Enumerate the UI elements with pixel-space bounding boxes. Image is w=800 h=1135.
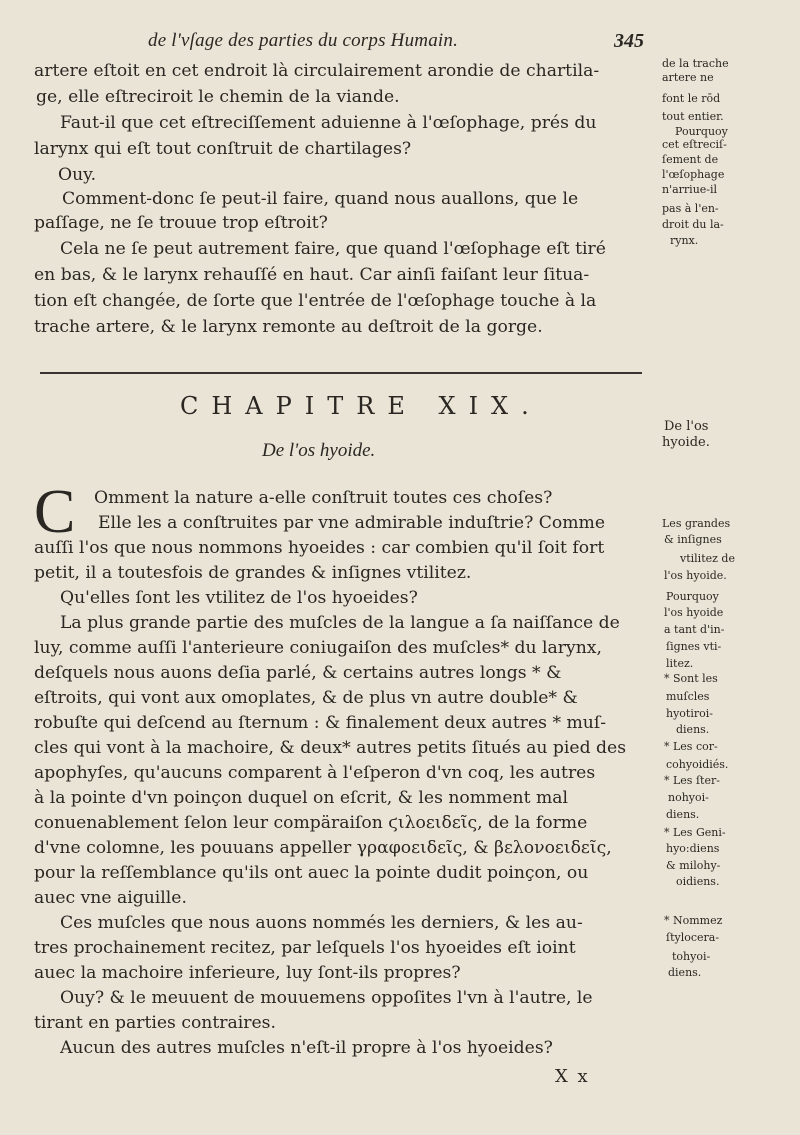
text-line: Cela ne ſe peut autrement faire, que quand l'œſophage eſt tiré	[60, 239, 606, 259]
text-line: larynx qui eſt tout conſtruit de chartilages?	[34, 139, 412, 159]
text-line: paſſage, ne ſe trouue trop eſtroit?	[34, 213, 328, 233]
text-line: apophyſes, qu'aucuns comparent à l'eſperon d'vn coq, les autres	[34, 763, 596, 783]
margin-note: rynx.	[670, 234, 699, 247]
text-line: tion eſt changée, de ſorte que l'entrée de l'œſophage touche à la	[34, 291, 597, 311]
margin-note: pas à l'en-	[662, 202, 719, 215]
margin-note: Les grandes	[662, 517, 731, 530]
margin-note: * Les ſter-	[664, 774, 720, 787]
text-line: artere eſtoit en cet endroit là circulairement arondie de chartila-	[34, 61, 600, 81]
margin-note: * Les Geni-	[664, 826, 726, 839]
text-line: Aucun des autres muſcles n'eſt-il propre à l'os hyoeides?	[60, 1038, 553, 1058]
text-line: Comment-donc ſe peut-il faire, quand nous auallons, que le	[62, 189, 579, 209]
margin-note: hyoide.	[662, 435, 710, 450]
margin-note: vtilitez de	[680, 552, 735, 565]
margin-note: hyo:diens	[666, 842, 720, 855]
text-line: en bas, & le larynx rehauſſé en haut. Car ainſi faiſant leur ſitua-	[34, 265, 590, 285]
margin-note: cet eſtreciſ-	[662, 138, 727, 151]
margin-note: ſement de	[662, 153, 719, 166]
margin-note: & inſignes	[664, 533, 722, 546]
chapter-subtitle: De l'os hyoide.	[262, 440, 376, 461]
text-line: eſtroits, qui vont aux omoplates, & de plus vn autre double* &	[34, 688, 578, 708]
margin-note: ſtylocera-	[666, 931, 720, 944]
margin-note: nohyoi-	[668, 791, 709, 804]
text-line: ge, elle eſtreciroit le chemin de la viande.	[36, 87, 400, 107]
margin-note: l'œſophage	[662, 168, 725, 181]
text-line: pour la reſſemblance qu'ils ont auec la pointe dudit poinçon, ou	[34, 863, 589, 883]
text-line: Ces muſcles que nous auons nommés les derniers, & les au-	[60, 913, 583, 933]
margin-note: tohyoi-	[672, 950, 711, 963]
margin-note: droit du la-	[662, 218, 724, 231]
text-line: trache artere, & le larynx remonte au deſtroit de la gorge.	[34, 317, 543, 337]
margin-note: l'os hyoide	[664, 606, 724, 619]
text-line: Elle les a conſtruites par vne admirable induſtrie? Comme	[98, 513, 606, 533]
margin-note: muſcles	[666, 690, 710, 703]
margin-note: cohyoidiés.	[666, 758, 729, 771]
margin-note: a tant d'in-	[664, 623, 725, 636]
text-line: à la pointe d'vn poinçon duquel on eſcrit, & les nomment mal	[34, 788, 569, 808]
margin-note: Pourquoy	[666, 590, 719, 603]
text-line: conuenablement ſelon leur compäraiſon ϛιλοειδεῖς, de la forme	[34, 813, 588, 833]
signature-mark: X x	[555, 1066, 590, 1087]
margin-note: oidiens.	[676, 875, 720, 888]
text-line: tirant en parties contraires.	[34, 1013, 276, 1033]
text-line: deſquels nous auons deſia parlé, & certains autres longs * &	[34, 663, 562, 683]
text-line: auſſi l'os que nous nommons hyoeides : car combien qu'il ſoit fort	[34, 538, 605, 558]
margin-note: * Les cor-	[664, 740, 718, 753]
margin-note: litez.	[666, 657, 694, 670]
margin-note: tout entier.	[662, 110, 724, 123]
margin-note: ſignes vti-	[666, 640, 722, 653]
text-line: robuſte qui deſcend au ſternum : & finalement deux autres * muſ-	[34, 713, 607, 733]
margin-note: * Nommez	[664, 914, 723, 927]
chapter-heading: CHAPITRE XIX.	[180, 392, 542, 420]
margin-note: diens.	[676, 723, 710, 736]
margin-note: n'arriue-il	[662, 183, 718, 196]
margin-note: * Sont les	[664, 672, 718, 685]
text-line: cles qui vont à la machoire, & deux* autres petits ſitués au pied des	[34, 738, 627, 758]
text-line: Qu'elles ſont les vtilitez de l'os hyoeides?	[60, 588, 418, 608]
page-number: 345	[614, 30, 644, 52]
text-line: petit, il a toutesfois de grandes & inſignes vtilitez.	[34, 563, 472, 583]
text-line: tres prochainement recitez, par leſquels l'os hyoeides eſt ioint	[34, 938, 576, 958]
margin-note: artere ne	[662, 71, 714, 84]
section-rule	[40, 372, 642, 374]
text-line: Faut-il que cet eſtreciſſement aduienne à l'œſophage, prés du	[60, 113, 597, 133]
text-line: Ouy? & le meuuent de mouuemens oppoſites l'vn à l'autre, le	[60, 988, 593, 1008]
margin-note: hyotiroi-	[666, 707, 713, 720]
text-line: Omment la nature a-elle conſtruit toutes ces choſes?	[94, 488, 553, 508]
text-line: auec la machoire inferieure, luy ſont-ils propres?	[34, 963, 461, 983]
margin-note: font le rōd	[662, 92, 721, 105]
margin-note: & milohy-	[666, 859, 721, 872]
text-line: La plus grande partie des muſcles de la langue a ſa naiſſance de	[60, 613, 620, 633]
text-line: luy, comme auſſi l'anterieure coniugaiſon des muſcles* du larynx,	[34, 638, 602, 658]
margin-note: diens.	[666, 808, 700, 821]
margin-note: l'os hyoide.	[664, 569, 727, 582]
running-title: de l'vſage des parties du corps Humain.	[148, 30, 459, 51]
margin-note: Pourquoy	[675, 125, 728, 138]
drop-cap: C	[34, 478, 76, 546]
margin-note: de la trache	[662, 57, 729, 70]
margin-note: diens.	[668, 966, 702, 979]
margin-note: De l'os	[664, 419, 709, 434]
text-line: auec vne aiguille.	[34, 888, 187, 908]
text-line: d'vne colomne, les pouuans appeller γραφοειδεῖς, & βελονοειδεῖς,	[34, 838, 612, 858]
text-line: Ouy.	[58, 165, 97, 185]
